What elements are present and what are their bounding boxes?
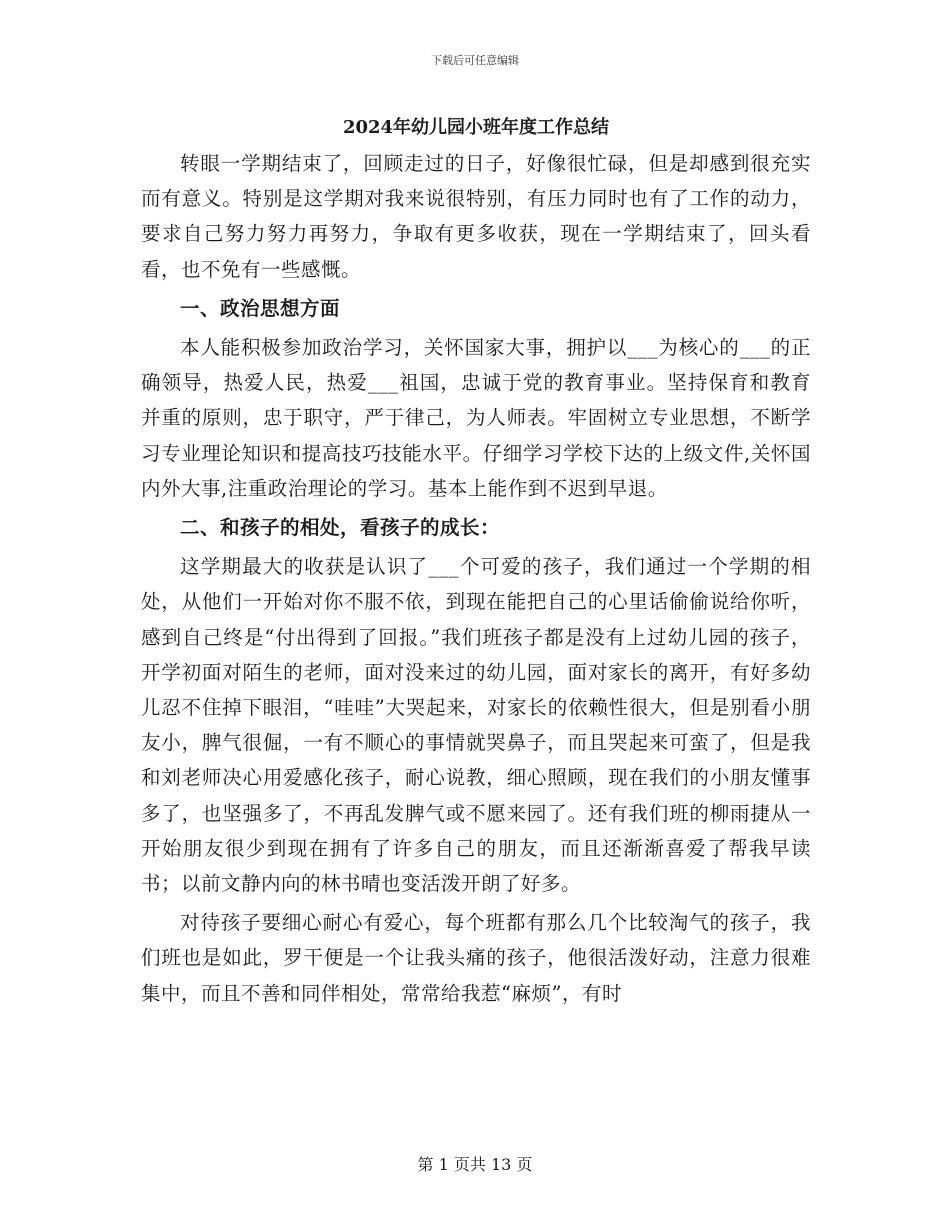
children-paragraph-1: 这学期最大的收获是认识了___个可爱的孩子，我们通过一个学期的相处，从他们一开始对你不服不依，到现在能把自己的心里话偷偷说给你听，感到自己终是“付出得到了回报。”我们班孩子都是没有上过幼儿园的孩子，开学初面对陌生的老师，面对没来过的幼儿园，面对家长的离开，有好多幼儿忍不住掉下眼泪，“哇哇”大哭起来，对家长的依赖性很大，但是别看小朋友小，脾气很倔，一有不顺心的事情就哭鼻子，而且哭起来可蛮了，但是我和刘老师决心用爱感化孩子，耐心说教，细心照顾，现在我们的小朋友懂事多了，也坚强多了，不再乱发脾气或不愿来园了。还有我们班的柳雨捷从一开始朋友很少到现在拥有了许多自己的朋友，而且还渐渐喜爱了帮我早读书；以前文静内向的林书晴也变活泼开朗了好多。 [141,555,811,896]
page-number: 第 1 页共 13 页 [417,1155,533,1174]
document-title: 2024年幼儿园小班年度工作总结 [342,117,610,138]
children-paragraph-2: 对待孩子要细心耐心有爱心，每个班都有那么几个比较淘气的孩子，我们班也是如此，罗干便是一个让我头痛的孩子，他很活泼好动，注意力很难集中，而且不善和同伴相处，常常给我惹“麻烦”，有时 [141,911,811,1005]
page-header-note: 下载后可任意编辑 [431,54,519,67]
section-heading-children: 二、和孩子的相处，看孩子的成长： [180,516,501,540]
politics-paragraph: 本人能积极参加政治学习，关怀国家大事，拥护以___为核心的___的正确领导，热爱人民，热爱___祖国，忠诚于党的教育事业。坚持保育和教育并重的原则，忠于职守，严于律己，为人师表。牢固树立专业思想，不断学习专业理论知识和提高技巧技能水平。仔细学习学校下达的上级文件,关怀国内外大事,注重政治理论的学习。基本上能作到不迟到早退。 [141,336,811,500]
section-heading-politics: 一、政治思想方面 [180,296,341,320]
document-body [141,114,811,1015]
intro-paragraph: 转眼一学期结束了，回顾走过的日子，好像很忙碌，但是却感到很充实而有意义。特别是这学期对我来说很特别，有压力同时也有了工作的动力，要求自己努力努力再努力，争取有更多收获，现在一学期结束了，回头看看，也不免有一些感慨。 [141,152,811,281]
